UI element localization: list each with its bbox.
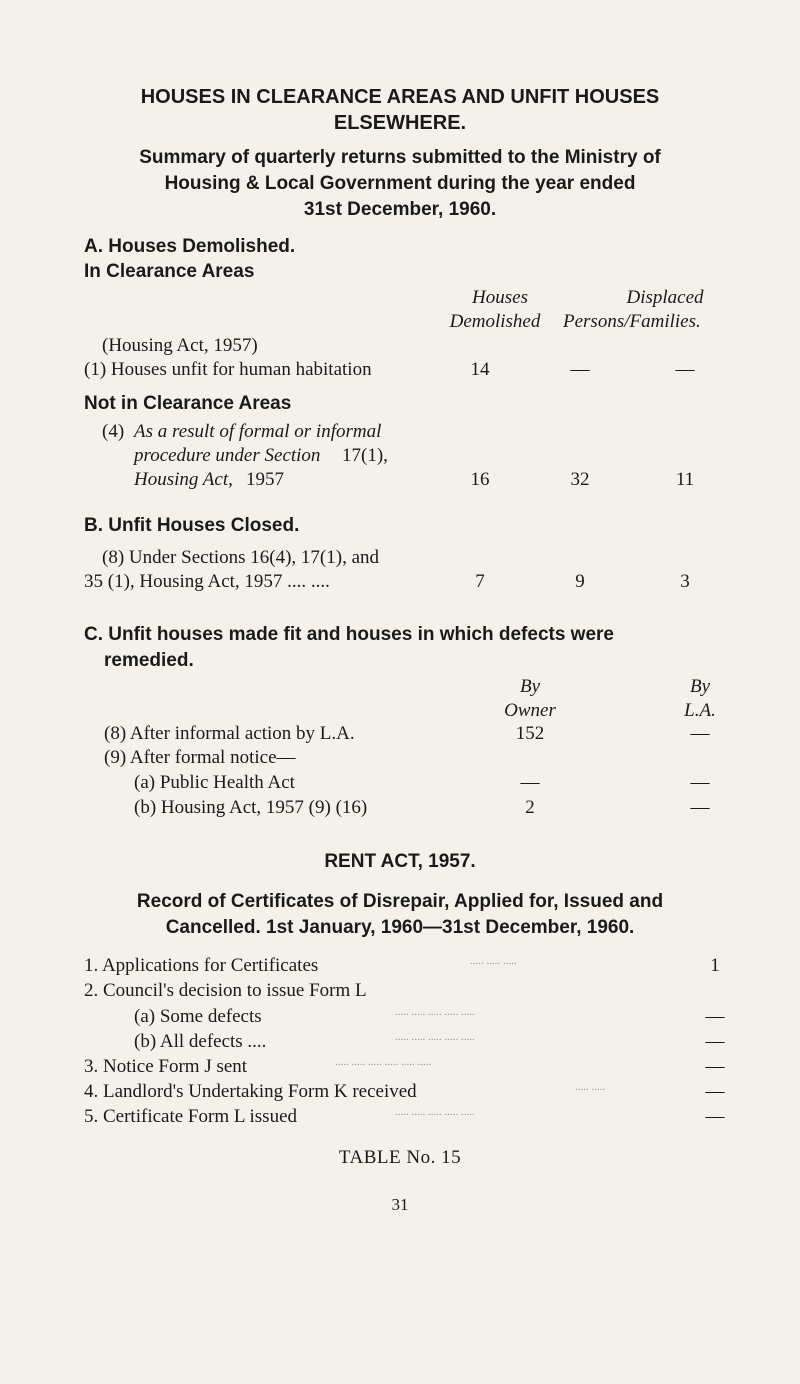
rent-item-value: 1	[710, 955, 720, 976]
col-la-header-2: L.A.	[684, 700, 716, 721]
row4-houses: 16	[470, 469, 490, 490]
section-c-row-la: —	[690, 797, 710, 818]
rent-act-title: RENT ACT, 1957.	[324, 851, 476, 872]
section-c-row-owner: —	[520, 772, 540, 793]
section-b-persons: 9	[575, 571, 585, 592]
section-c-row-owner: 152	[515, 723, 545, 744]
section-b-houses: 7	[475, 571, 485, 592]
row1-families: —	[675, 359, 695, 380]
rent-item-label: 1. Applications for Certificates	[84, 955, 319, 976]
not-in-clearance-heading: Not in Clearance Areas	[84, 393, 292, 414]
row4-persons: 32	[570, 469, 590, 490]
record-line2: Cancelled. 1st January, 1960—31st December, 1960.	[165, 917, 635, 938]
rent-item-label: 4. Landlord's Undertaking Form K received	[84, 1081, 417, 1102]
rent-item-label: (b) All defects ....	[134, 1031, 267, 1052]
col-displaced-header-1: Displaced	[626, 287, 704, 308]
row4-line3: Housing Act,	[134, 469, 233, 490]
section-b-families: 3	[680, 571, 690, 592]
col-owner-header-2: Owner	[504, 700, 556, 721]
rent-item-dots: ..... ..... .....	[470, 955, 517, 967]
section-c-row-la: —	[690, 723, 710, 744]
rent-item-value: —	[705, 1006, 725, 1027]
rent-item-dots: ..... ..... ..... ..... .....	[395, 1031, 475, 1043]
col-houses-header-2: Demolished	[449, 311, 541, 332]
rent-item-label: 5. Certificate Form L issued	[84, 1106, 297, 1127]
rent-item-dots: ..... ..... ..... ..... ..... .....	[335, 1056, 432, 1068]
page-title-line2: ELSEWHERE.	[333, 112, 467, 134]
section-c-title-line1: C. Unfit houses made fit and houses in which defects were	[84, 624, 614, 645]
rent-item-dots: ..... ..... ..... ..... .....	[395, 1106, 475, 1118]
rent-item-value: —	[705, 1106, 725, 1127]
summary-line3: 31st December, 1960.	[303, 199, 497, 220]
page-number: 31	[391, 1195, 409, 1214]
record-line1: Record of Certificates of Disrepair, Applied for, Issued and	[136, 891, 664, 912]
rent-item-value: —	[705, 1081, 725, 1102]
section-c-row-owner: 2	[525, 797, 535, 818]
rent-item-label: 3. Notice Form J sent	[84, 1056, 248, 1077]
row4-num: (4)	[102, 421, 125, 442]
summary-line2: Housing & Local Government during the year ended	[164, 173, 636, 194]
rent-item-label: (a) Some defects	[134, 1006, 262, 1027]
section-a-subtitle: In Clearance Areas	[84, 261, 255, 282]
section-b-line2: 35 (1), Housing Act, 1957 .... ....	[84, 571, 330, 592]
row1-label: (1) Houses unfit for human habitation	[84, 359, 372, 380]
page-title: HOUSES IN CLEARANCE AREAS AND UNFIT HOUSES	[140, 86, 660, 108]
col-owner-header-1: By	[519, 676, 541, 697]
row4-line2: procedure under Section	[134, 445, 321, 466]
row4-families: 11	[675, 469, 695, 490]
section-a-title: A. Houses Demolished.	[84, 236, 296, 257]
act-note: (Housing Act, 1957)	[102, 335, 258, 356]
col-displaced-header-2: Persons/Families.	[563, 311, 701, 332]
section-c-row-label: (b) Housing Act, 1957 (9) (16)	[134, 797, 368, 818]
row4-line2b: 17(1),	[342, 445, 388, 466]
section-c-row-label: (9) After formal notice—	[104, 747, 296, 768]
row4-line3b: 1957	[246, 469, 284, 490]
row1-houses: 14	[470, 359, 490, 380]
section-c-row-label: (8) After informal action by L.A.	[104, 723, 355, 744]
col-houses-header-1: Houses	[472, 287, 528, 308]
table-label: TABLE No. 15	[338, 1147, 462, 1168]
section-b-line1: (8) Under Sections 16(4), 17(1), and	[102, 547, 380, 568]
section-b-title: B. Unfit Houses Closed.	[84, 515, 300, 536]
row1-persons: —	[570, 359, 590, 380]
summary-line1: Summary of quarterly returns submitted to the Ministry of	[139, 147, 661, 168]
rent-item-value: —	[705, 1031, 725, 1052]
rent-item-label: 2. Council's decision to issue Form L	[84, 980, 367, 1001]
section-c-row-la: —	[690, 772, 710, 793]
row4-line1: As a result of formal or informal	[134, 421, 382, 442]
rent-item-dots: ..... ..... ..... ..... .....	[395, 1006, 475, 1018]
rent-item-value: —	[705, 1056, 725, 1077]
rent-item-dots: ..... .....	[575, 1081, 606, 1093]
section-c-title-line2: remedied.	[104, 650, 194, 671]
col-la-header-1: By	[689, 676, 711, 697]
section-c-row-label: (a) Public Health Act	[134, 772, 295, 793]
